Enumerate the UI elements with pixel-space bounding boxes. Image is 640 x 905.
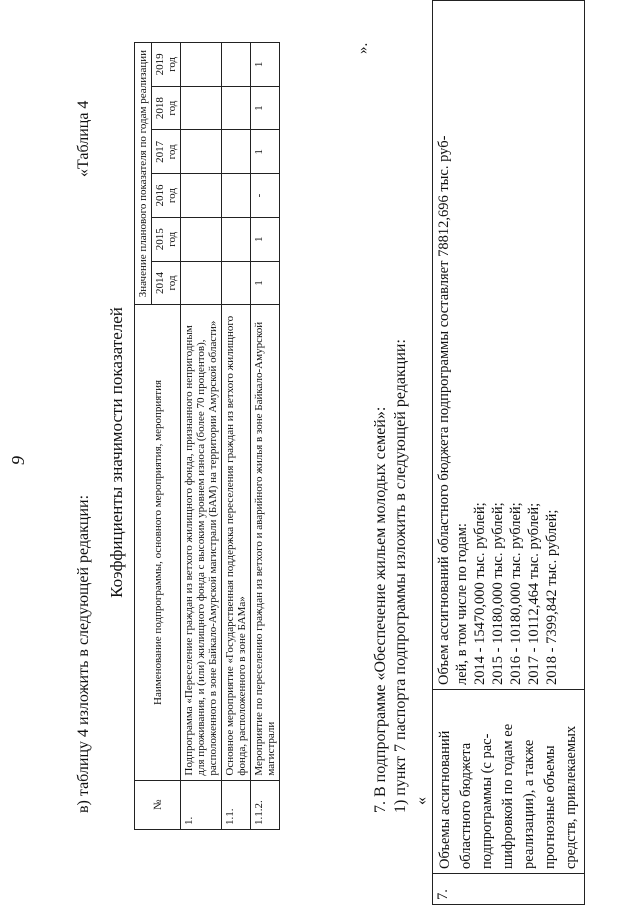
table-header-row — [135, 43, 152, 830]
row-value: 1 — [251, 86, 280, 130]
table-row — [181, 43, 222, 830]
row-value — [181, 261, 222, 305]
col-header-no: № — [135, 780, 181, 829]
text-line: Объем ассигнований областного бюджета подпрограммы составляет 78812,696 тыс. руб- — [436, 135, 452, 685]
text-line: 2018 - 7399,842 тыс. рублей; — [544, 509, 560, 685]
row-number: 1.1. — [222, 780, 251, 829]
label-line: прогнозные объемы — [542, 745, 558, 869]
coefficients-table — [134, 42, 280, 830]
passport-item-text — [433, 1, 585, 690]
year-header: 2018 год — [152, 86, 181, 130]
row-name: Подпрограмма «Переселение граждан из ветхого жилищного фонда, признанного непригодным для проживания, и (или) жилищного фонда с высоким уровнем износа (более 70 процентов), расположенного в зоне Байкало-Амурской магистрали (БАМ) на территории Амурской области» — [181, 305, 222, 780]
year-header: 2019 год — [152, 43, 181, 87]
text-line: 2015 - 10180,000 тыс. рублей; — [490, 502, 506, 685]
row-value — [181, 174, 222, 218]
row-value — [222, 130, 251, 174]
row-value — [181, 217, 222, 261]
row-value: 1 — [251, 130, 280, 174]
label-line: подпрограммы (с рас- — [479, 733, 495, 869]
row-name: Мероприятие по переселению граждан из ветхого и аварийного жилья в зоне Байкало-Амурской магистрали — [251, 305, 280, 780]
row-value — [222, 86, 251, 130]
text-line: лей, в том числе по годам: — [454, 523, 470, 685]
label-line: реализации), а также — [521, 739, 537, 869]
section-item: 1) пункт 7 паспорта подпрограммы изложить в следующей редакции: — [392, 339, 409, 813]
row-value — [181, 130, 222, 174]
row-value: 1 — [251, 43, 280, 87]
table-row — [251, 43, 280, 830]
row-value: 1 — [251, 261, 280, 305]
text-line: 2017 - 10112,464 тыс. рублей; — [526, 502, 542, 685]
row-value — [222, 217, 251, 261]
year-header: 2015 год — [152, 217, 181, 261]
label-line: Объемы ассигнований — [437, 730, 453, 869]
table-row — [222, 43, 251, 830]
row-number: 1. — [181, 780, 222, 829]
row-value — [222, 261, 251, 305]
row-number: 1.1.2. — [251, 780, 280, 829]
section-heading: 7. В подпрограмме «Обеспечение жильем молодых семей»: — [372, 406, 389, 813]
passport-row — [433, 1, 585, 905]
passport-item-label — [433, 690, 585, 874]
label-line: областного бюджета — [458, 742, 474, 869]
row-value — [222, 174, 251, 218]
table-label: «Таблица 4 — [75, 100, 92, 177]
page-number: 9 — [8, 456, 28, 465]
label-line: шифровкой по годам ее — [500, 723, 516, 869]
row-name: Основное мероприятие «Государственная поддержка переселения граждан из ветхого жилищного фонда, расположенного в зоне БАМа» — [222, 305, 251, 780]
row-value: 1 — [251, 217, 280, 261]
col-header-name: Наименование подпрограммы, основного мероприятия, мероприятия — [135, 305, 181, 780]
year-header: 2014 год — [152, 261, 181, 305]
text-line: 2014 - 15470,000 тыс. рублей; — [472, 502, 488, 685]
row-value — [181, 86, 222, 130]
opening-quote: « — [413, 797, 430, 805]
row-value — [181, 43, 222, 87]
row-value: - — [251, 174, 280, 218]
text-line: 2016 - 10180,000 тыс. рублей; — [508, 502, 524, 685]
year-header: 2017 год — [152, 130, 181, 174]
label-line: средств, привлекаемых — [563, 725, 579, 869]
passport-table — [432, 0, 585, 905]
closing-quote: ». — [355, 42, 371, 54]
col-header-group: Значение планового показателя по годам реализации — [135, 43, 152, 305]
intro-line: в) таблицу 4 изложить в следующей редакции: — [75, 494, 92, 813]
passport-item-number: 7. — [433, 874, 585, 905]
row-value — [222, 43, 251, 87]
table-title: Коэффициенты значимости показателей — [107, 307, 126, 598]
year-header: 2016 год — [152, 174, 181, 218]
